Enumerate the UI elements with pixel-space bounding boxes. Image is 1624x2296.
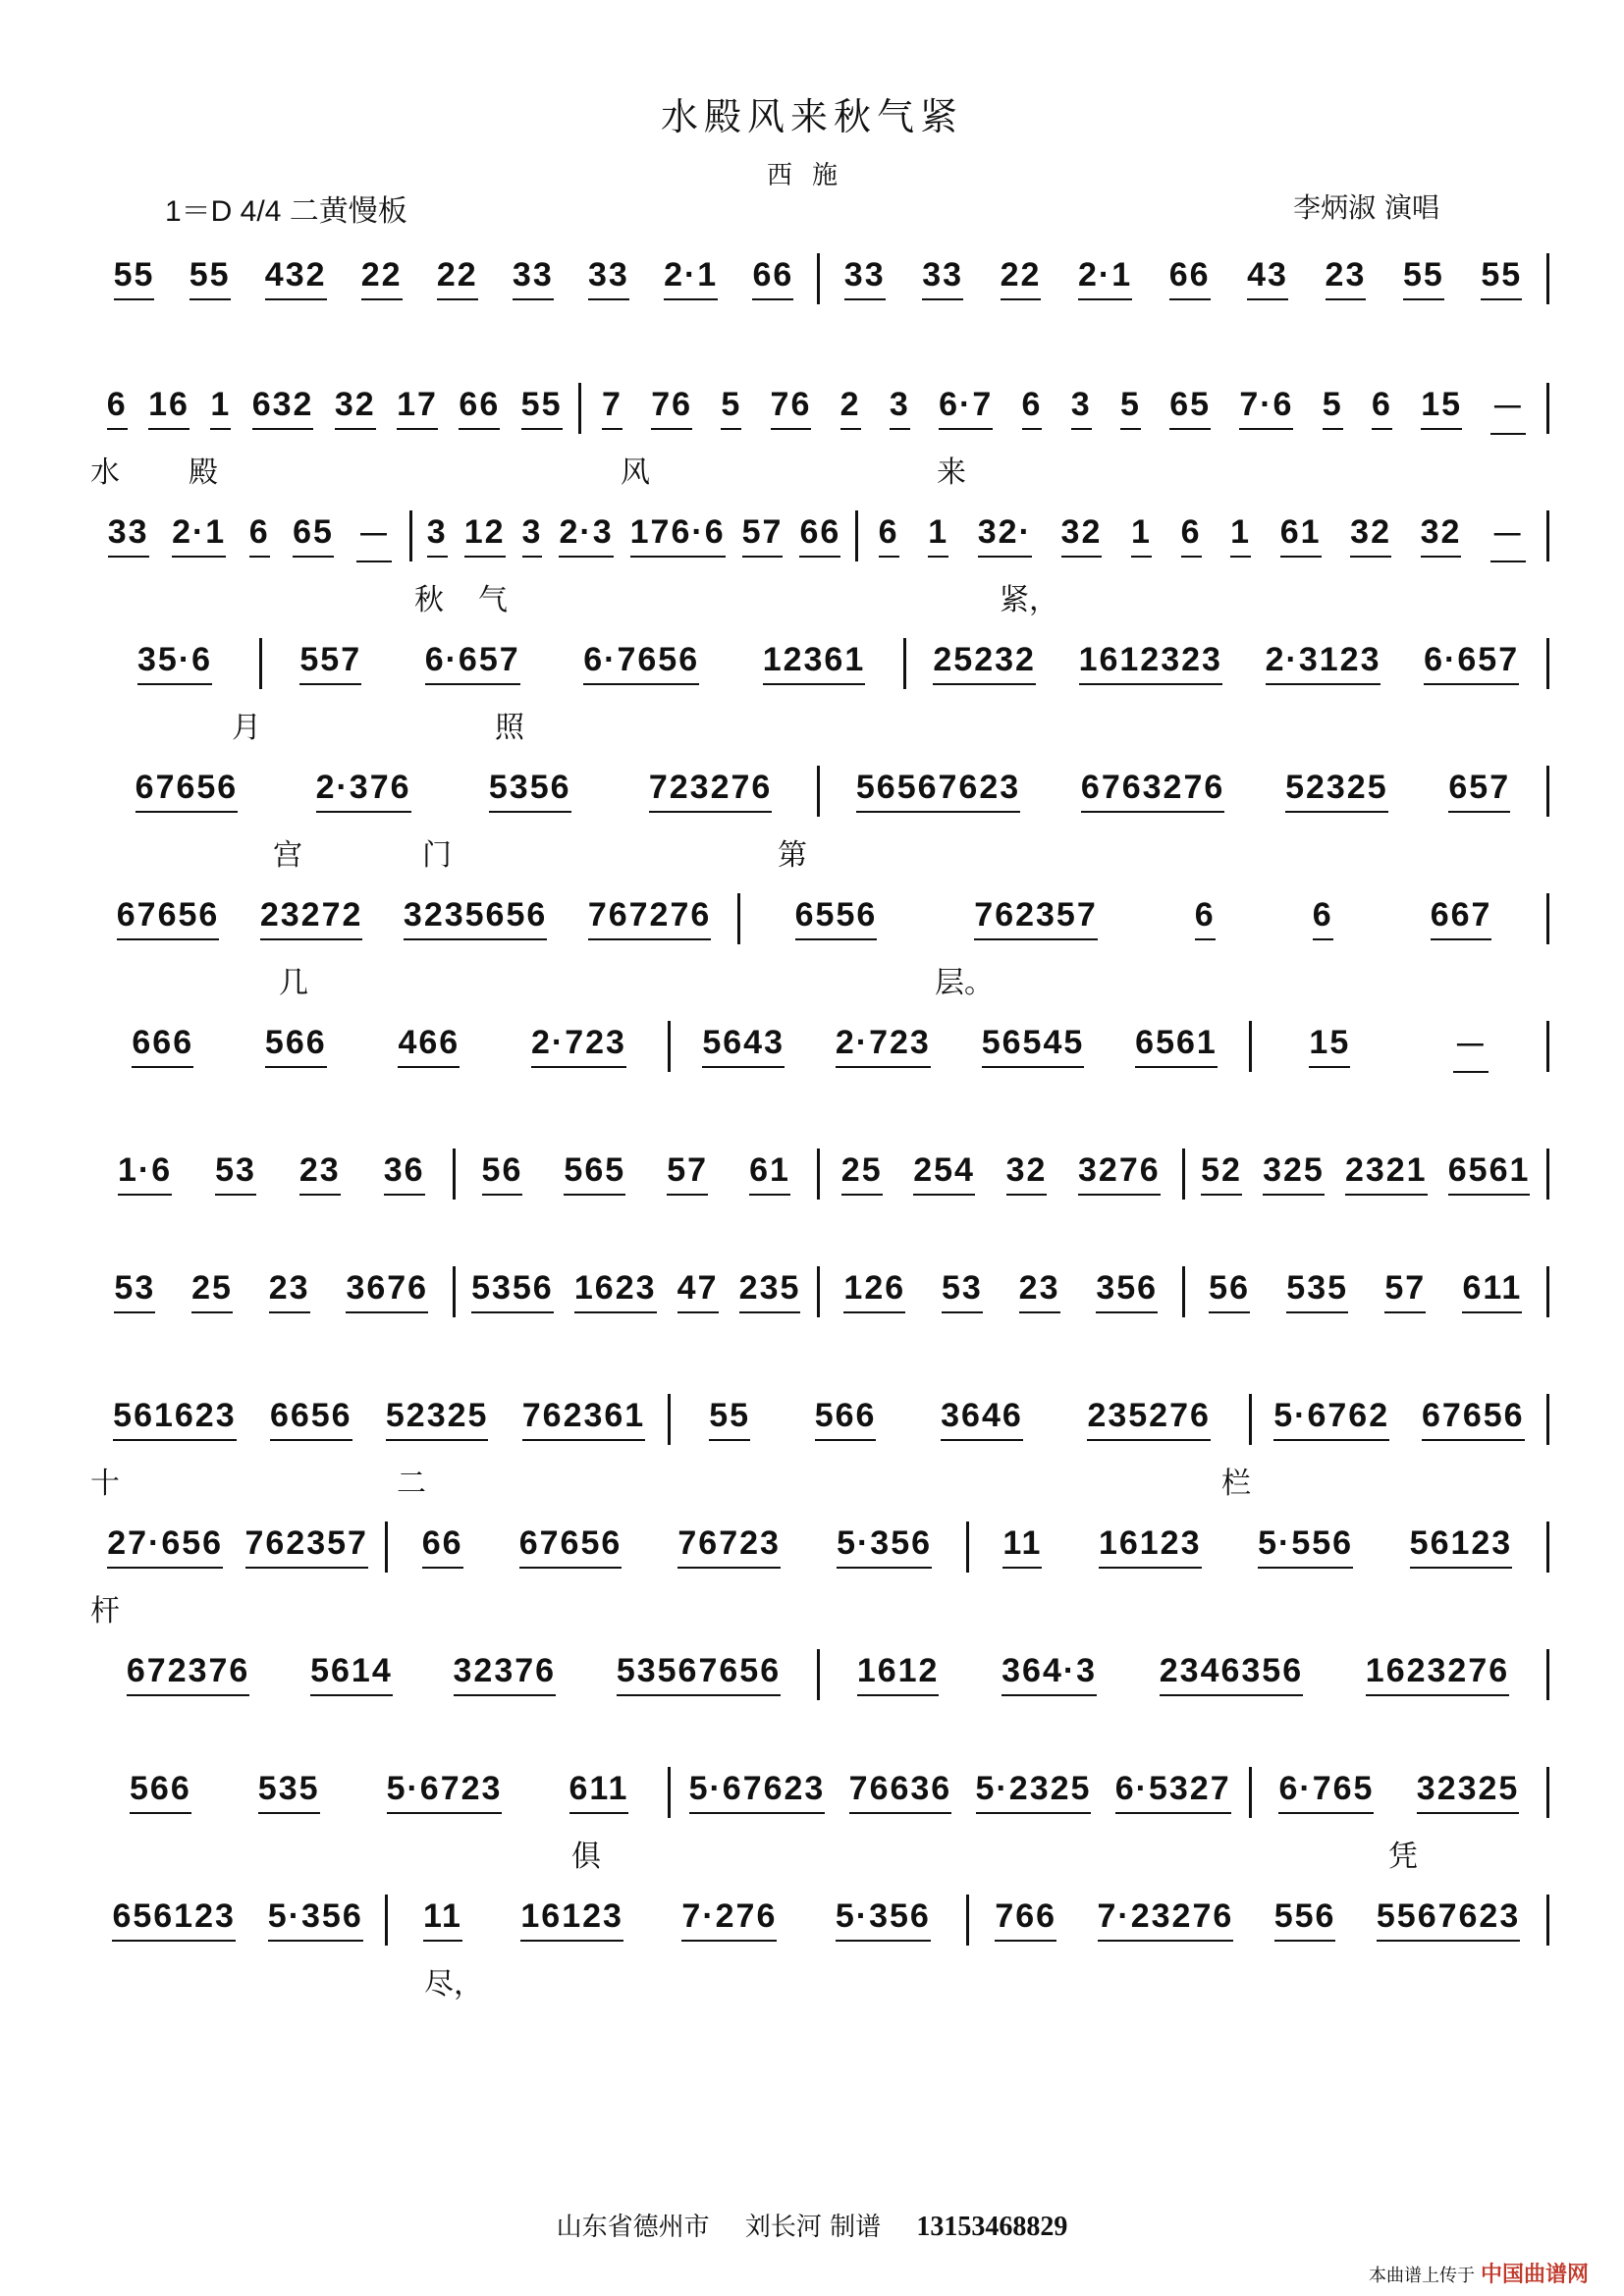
note-group: 22 [1001,256,1042,302]
note-group: 32 [1006,1151,1048,1198]
note-group: 611 [1462,1269,1522,1315]
note-group: 2·1 [172,513,226,560]
notes-row [90,1522,1549,1573]
note-group: 6 [249,513,270,560]
lyrics-row [90,1586,1549,1629]
note-group: 7·6 [1239,386,1293,432]
score-line [90,1394,1549,1501]
note-group: 5 [721,386,741,432]
note-group: 1 [928,513,948,560]
note-group: 2321 [1345,1151,1428,1198]
notes-row [90,1266,1549,1317]
note-group: 566 [265,1024,327,1070]
notes-row [90,383,1549,434]
note-group: 325 [1263,1151,1325,1198]
note-group: 27·656 [107,1524,223,1571]
note-group: 6·765 [1278,1770,1374,1816]
lyric-char: 凭 [1388,1840,1418,1874]
note-group: 6 [1022,386,1043,432]
note-group: 6556 [795,896,878,942]
note-group: 33 [108,513,149,560]
note-group: 32 [1421,513,1462,560]
note-group: 5 [1120,386,1141,432]
note-group: 53 [942,1269,983,1315]
note-group: 25 [191,1269,233,1315]
notes-row [90,510,1549,561]
upload-note [1369,2258,1589,2288]
note-group: 2346356 [1160,1652,1303,1698]
measure [581,383,1549,434]
note-group: 6 [1313,896,1333,942]
lyrics-row [90,1459,1549,1501]
note-group: 364·3 [1001,1652,1097,1698]
note-group: 66 [459,386,500,432]
upload-text: 本曲谱上传于 [1368,2266,1475,2285]
measure [1252,1394,1549,1445]
note-group: 723276 [649,769,772,815]
note-group: 7·276 [681,1897,777,1944]
note-group: 36 [384,1151,425,1198]
note-group: 2·1 [664,256,718,302]
score-line [90,1266,1549,1364]
note-group: 5643 [702,1024,785,1070]
note-group: 55 [709,1397,750,1443]
note-group: 23 [269,1269,310,1315]
score-line [90,510,1549,617]
note-group: 6561 [1448,1151,1531,1198]
note-group: 35·6 [137,641,212,687]
notes-row [90,1148,1549,1200]
measure [820,1266,1185,1317]
measure [820,1148,1185,1200]
note-group: 6·7 [939,386,993,432]
measure [456,1148,821,1200]
note-group: 3276 [1078,1151,1161,1198]
score-line [90,383,1549,490]
note-group: 1612323 [1079,641,1222,687]
note-group: 76636 [849,1770,952,1816]
lyrics-row [90,575,1549,617]
note-group: 16123 [1099,1524,1202,1571]
lyric-char: 秋 [414,583,444,617]
note-group: 15 [1421,386,1462,432]
lyric-char: 门 [422,838,452,873]
note-group: 565 [564,1151,625,1198]
note-group: 657 [1448,769,1510,815]
lyrics-row [90,1832,1549,1874]
note-group: 5·67623 [689,1770,826,1816]
measure [671,1767,1251,1818]
note-group: － [1453,1019,1489,1075]
note-group: 5·356 [268,1897,363,1944]
note-group: 66 [799,513,840,560]
lyrics-row [90,830,1549,873]
note-group: 666 [132,1024,193,1070]
measure [90,1266,456,1317]
note-group: 6656 [270,1397,352,1443]
note-group: 52325 [1285,769,1388,815]
score-line [90,1895,1549,2002]
lyrics-row [90,703,1549,745]
measure [456,1266,821,1317]
measure [90,383,581,434]
subtitle: 西施 [766,161,857,190]
score-line [90,638,1549,745]
note-group: 656123 [112,1897,235,1944]
note-group: 56567623 [856,769,1020,815]
note-group: 6 [1195,896,1216,942]
note-group: 23 [1326,256,1367,302]
notes-row [90,1394,1549,1445]
note-group: 672376 [127,1652,249,1698]
note-group: 1 [1230,513,1251,560]
note-group: 32 [335,386,376,432]
note-group: 23272 [260,896,363,942]
measure [671,1021,1251,1072]
score-line [90,893,1549,1000]
measure [820,253,1549,304]
note-group: 57 [1384,1269,1426,1315]
lyric-char: 二 [397,1467,426,1501]
note-group: 3 [1071,386,1092,432]
note-group: 2·723 [836,1024,931,1070]
note-group: 3 [522,513,543,560]
note-group: 6·657 [425,641,520,687]
note-group: 22 [437,256,478,302]
note-group: 55 [1403,256,1444,302]
measure [740,893,1549,944]
note-group: 32 [1350,513,1391,560]
note-group: 25 [841,1151,883,1198]
lyric-char: 层。 [935,966,994,1000]
note-group: 33 [844,256,886,302]
lyrics-row [90,448,1549,490]
measure [90,253,820,304]
lyrics-row [90,1213,1549,1247]
note-group: 6·657 [1424,641,1519,687]
measure [90,893,740,944]
notes-row [90,638,1549,689]
note-group: 61 [749,1151,790,1198]
lyric-char: 栏 [1221,1467,1251,1501]
note-group: 32325 [1417,1770,1520,1816]
note-group: 32376 [454,1652,557,1698]
measure [90,1767,671,1818]
note-group: 22 [361,256,403,302]
note-group: 55 [1481,256,1522,302]
note-group: 7 [602,386,623,432]
lyric-char: 十 [90,1467,120,1501]
note-group: 2·3123 [1266,641,1381,687]
note-group: 762361 [522,1397,645,1443]
measure [412,510,858,561]
lyrics-row [90,958,1549,1000]
note-group: 6561 [1135,1024,1218,1070]
note-group: 33 [513,256,554,302]
note-group: 667 [1431,896,1492,942]
note-group: － [1490,508,1526,564]
measure [90,1649,820,1700]
note-group: 6 [879,513,899,560]
note-group: 56123 [1410,1524,1513,1571]
note-group: 5·6723 [387,1770,503,1816]
measure [858,510,1549,561]
note-group: 65 [293,513,334,560]
notes-row [90,893,1549,944]
note-group: 61 [1280,513,1322,560]
note-group: 356 [1096,1269,1158,1315]
note-group: 1612 [857,1652,940,1698]
note-group: 1623276 [1366,1652,1509,1698]
note-group: 67656 [519,1524,623,1571]
note-group: 762357 [245,1524,368,1571]
note-group: 33 [588,256,629,302]
note-group: 65 [1169,386,1211,432]
note-group: 2·3 [559,513,613,560]
footer [0,2207,1624,2243]
note-group: 767276 [588,896,711,942]
note-group: 15 [1309,1024,1350,1070]
measure [90,1895,388,1946]
lyrics-row [90,318,1549,351]
note-group: 32· [978,513,1032,560]
note-group: － [356,508,392,564]
measure [671,1394,1251,1445]
score-line [90,1767,1549,1874]
note-group: 5·356 [837,1524,932,1571]
score-line [90,1021,1549,1119]
lyrics-row [90,1331,1549,1364]
performer: 李炳淑 演唱 [1293,191,1439,224]
note-group: 535 [258,1770,320,1816]
lyric-char: 紧， [1000,583,1058,617]
measure [1185,1148,1550,1200]
note-group: 55 [521,386,563,432]
lyric-char: 杆 [90,1594,120,1629]
note-group: 67656 [135,769,239,815]
note-group: 5·6762 [1273,1397,1389,1443]
measure [90,510,412,561]
note-group: 3235656 [404,896,547,942]
note-group: 556 [1274,1897,1336,1944]
score-line [90,1148,1549,1247]
note-group: 56 [1209,1269,1250,1315]
key-signature: 1＝D 4/4 二黄慢板 [165,195,407,228]
note-group: 6763276 [1081,769,1224,815]
note-group: 432 [265,256,327,302]
measure [90,766,820,817]
note-group: 561623 [113,1397,236,1443]
note-group: 23 [1019,1269,1060,1315]
note-group: 66 [752,256,793,302]
note-group: 1·6 [118,1151,172,1198]
notes-row [90,1649,1549,1700]
note-group: 1 [210,386,231,432]
lyric-char: 第 [778,838,807,873]
footer-arranger: 刘长河 制谱 [744,2213,882,2242]
note-group: 5356 [489,769,571,815]
note-group: 611 [569,1770,629,1816]
note-group: 53567656 [617,1652,781,1698]
measure [906,638,1549,689]
note-group: 1 [1131,513,1152,560]
note-group: 76 [651,386,692,432]
lyric-char: 尽， [424,1967,483,2002]
note-group: 32 [1061,513,1103,560]
lyric-char: 宫 [273,838,302,873]
measure [388,1895,968,1946]
note-group: 6 [1181,513,1202,560]
measure [820,1649,1549,1700]
note-group: 3 [890,386,910,432]
note-group: 66 [422,1524,463,1571]
note-group: 235 [739,1269,801,1315]
measure [1252,1021,1549,1072]
note-group: 11 [1002,1524,1042,1571]
note-group: 766 [995,1897,1056,1944]
note-group: 6·5327 [1115,1770,1231,1816]
lyrics-row [90,1086,1549,1119]
note-group: 6 [1372,386,1392,432]
note-group: 16 [148,386,189,432]
note-group: 3646 [941,1397,1023,1443]
note-group: 235276 [1087,1397,1210,1443]
note-group: 67656 [1422,1397,1525,1443]
note-group: 52 [1201,1151,1242,1198]
measure [90,1021,671,1072]
score-line [90,766,1549,873]
notes-row [90,1895,1549,1946]
lyric-char: 俱 [571,1840,601,1874]
measure [820,766,1549,817]
note-group: 3676 [346,1269,428,1315]
note-group: 76723 [677,1524,781,1571]
note-group: 2·1 [1078,256,1132,302]
measure [90,1394,671,1445]
footer-place: 山东省德州市 [556,2213,710,2242]
note-group: 466 [398,1024,460,1070]
page-title: 水殿风来秋气紧 [660,95,963,138]
note-group: 566 [130,1770,191,1816]
lyric-char: 风 [621,455,650,490]
note-group: 55 [114,256,155,302]
notes-row [90,253,1549,304]
note-group: 56545 [982,1024,1085,1070]
note-group: 176·6 [630,513,726,560]
lyric-char: 气 [478,583,508,617]
note-group: 23 [299,1151,341,1198]
note-group: 16123 [520,1897,623,1944]
note-group: 632 [252,386,314,432]
note-group: 2·723 [531,1024,626,1070]
note-group: 67656 [117,896,220,942]
notes-row [90,1021,1549,1072]
note-group: 57 [742,513,784,560]
note-group: 25232 [933,641,1036,687]
note-group: 12361 [763,641,866,687]
measure [1185,1266,1550,1317]
note-group: 53 [215,1151,256,1198]
notes-row [90,766,1549,817]
note-group: 5614 [310,1652,393,1698]
note-group: 1623 [574,1269,657,1315]
lyric-char: 水 [90,455,120,490]
note-group: 2·376 [316,769,411,815]
measure [388,1522,968,1573]
note-group: 6 [107,386,128,432]
score-line [90,1522,1549,1629]
note-group: 3 [427,513,448,560]
score-line [90,253,1549,351]
measure [90,1522,388,1573]
note-group: 7·23276 [1098,1897,1234,1944]
lyric-char: 几 [279,966,308,1000]
note-group: 5·556 [1258,1524,1353,1571]
note-group: 53 [114,1269,155,1315]
measure [969,1522,1549,1573]
note-group: 5356 [471,1269,554,1315]
note-group: － [1490,381,1526,437]
note-group: 11 [423,1897,462,1944]
note-group: 535 [1286,1269,1348,1315]
note-group: 254 [913,1151,975,1198]
measure [90,1148,456,1200]
note-group: 2 [840,386,861,432]
lyric-char: 来 [937,455,966,490]
lyric-char: 殿 [189,455,218,490]
note-group: 76 [771,386,812,432]
measure [90,638,262,689]
score-line [90,1649,1549,1747]
note-group: 52325 [386,1397,489,1443]
note-group: 12 [464,513,506,560]
lyric-char: 照 [495,711,524,745]
note-group: 56 [482,1151,523,1198]
note-group: 47 [677,1269,719,1315]
measure [969,1895,1549,1946]
note-group: 6·7656 [583,641,699,687]
lyrics-row [90,1714,1549,1747]
notes-row [90,1767,1549,1818]
note-group: 43 [1247,256,1288,302]
note-group: 5·356 [836,1897,931,1944]
measure [1252,1767,1549,1818]
site-logo: 中国曲谱网 [1480,2262,1589,2286]
note-group: 66 [1169,256,1211,302]
note-group: 17 [397,386,438,432]
note-group: 566 [815,1397,877,1443]
note-group: 5 [1323,386,1343,432]
note-group: 55 [189,256,231,302]
note-group: 57 [667,1151,708,1198]
lyrics-row [90,1959,1549,2002]
footer-phone: 13153468829 [916,2212,1068,2242]
note-group: 762357 [974,896,1097,942]
note-group: 5·2325 [976,1770,1092,1816]
lyric-char: 月 [232,711,261,745]
note-group: 5567623 [1377,1897,1520,1944]
note-group: 126 [843,1269,905,1315]
note-group: 557 [299,641,361,687]
measure [262,638,905,689]
note-group: 33 [922,256,963,302]
